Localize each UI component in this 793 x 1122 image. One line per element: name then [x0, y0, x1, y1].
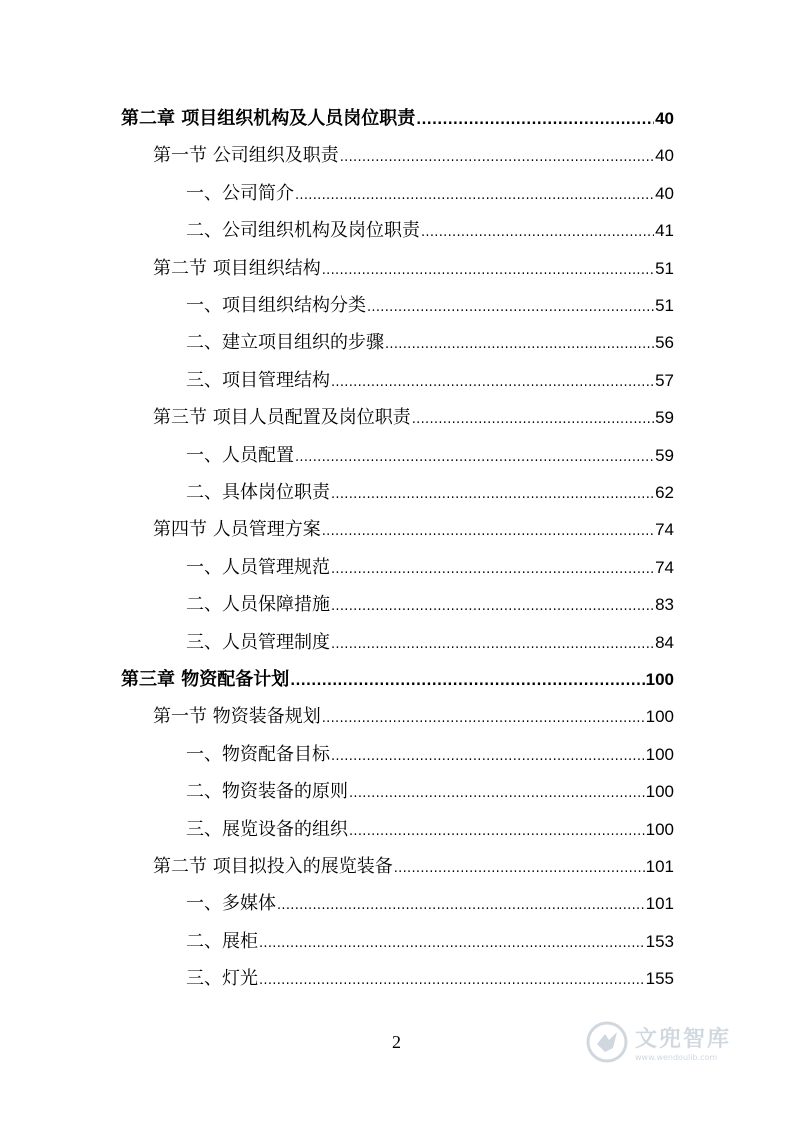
toc-entry-page: 56	[655, 333, 674, 353]
toc-entry[interactable]	[186, 923, 674, 953]
toc-entry[interactable]	[186, 885, 674, 915]
toc-entry[interactable]	[186, 474, 674, 504]
toc-entry-label: 一、项目组织结构分类	[186, 295, 366, 316]
toc-entry-label: 一、人员配置	[186, 444, 294, 466]
toc-entry-label: 第三节 项目人员配置及岗位职责	[153, 407, 411, 429]
toc-entry-page: 59	[655, 445, 674, 465]
watermark-title: 文兜智库	[635, 1027, 732, 1052]
toc-leader-dots	[349, 823, 645, 841]
toc-leader-dots	[295, 449, 654, 467]
toc-leader-dots	[259, 935, 645, 953]
toc-entry[interactable]	[153, 137, 674, 167]
toc-entry-label: 第一节 物资装备规划	[153, 706, 321, 728]
toc-entry[interactable]	[153, 848, 674, 878]
toc-entry-label: 二、具体岗位职责	[186, 482, 330, 503]
toc-entry-label: 三、展览设备的组织	[186, 818, 348, 840]
toc-entry[interactable]	[186, 324, 674, 354]
toc-entry[interactable]	[121, 100, 674, 130]
toc-leader-dots	[331, 374, 654, 392]
toc-entry-page: 100	[645, 670, 674, 689]
toc-entry-page: 100	[645, 744, 674, 764]
toc-entry-page: 83	[655, 595, 674, 615]
toc-entry-page: 84	[655, 632, 674, 652]
toc-entry[interactable]	[186, 624, 674, 654]
toc-entry-label: 第二节 项目组织结构	[153, 257, 321, 279]
toc-entry-label: 三、人员管理制度	[186, 631, 330, 653]
toc-entry[interactable]	[186, 362, 674, 392]
watermark	[585, 1014, 755, 1070]
toc-entry-page: 59	[655, 408, 674, 428]
toc-leader-dots	[331, 748, 645, 766]
toc-entry-page: 51	[655, 258, 674, 278]
toc-entry-page: 100	[645, 819, 674, 839]
toc-entry[interactable]	[153, 511, 674, 541]
toc-entry-page: 40	[655, 183, 674, 203]
toc-entry[interactable]	[186, 212, 674, 242]
toc-entry[interactable]	[186, 811, 674, 841]
toc-leader-dots	[331, 561, 654, 579]
toc-entry[interactable]	[186, 287, 674, 317]
toc-entry-label: 一、公司简介	[186, 182, 294, 204]
toc-entry-page: 74	[655, 520, 674, 540]
toc-entry-page: 57	[655, 370, 674, 390]
toc-entry[interactable]	[186, 549, 674, 579]
toc-entry-label: 第四节 人员管理方案	[153, 519, 321, 541]
toc-entry-label: 一、人员管理规范	[186, 556, 330, 578]
toc-leader-dots	[331, 636, 654, 654]
toc-leader-dots	[331, 486, 654, 504]
toc-entry[interactable]	[153, 250, 674, 280]
toc-leader-dots	[322, 710, 645, 728]
page-number: 2	[392, 1032, 401, 1052]
toc-leader-dots	[394, 860, 645, 878]
toc-entry-label: 三、灯光	[186, 968, 258, 990]
toc-entry[interactable]	[121, 661, 674, 691]
watermark-url: www.wendoulib.com	[635, 1053, 718, 1062]
toc-entry-label: 第一节 公司组织及职责	[153, 145, 339, 167]
toc-leader-dots	[322, 523, 654, 541]
toc-leader-dots	[412, 411, 654, 429]
toc-entry[interactable]	[186, 736, 674, 766]
toc-leader-dots	[322, 262, 654, 280]
toc-entry[interactable]	[186, 960, 674, 990]
toc-entry-page: 40	[655, 146, 674, 166]
toc-entry-label: 二、展柜	[186, 930, 258, 952]
toc-entry-label: 一、物资配备目标	[186, 743, 330, 765]
toc-entry-page: 51	[655, 296, 674, 315]
toc-entry[interactable]	[186, 437, 674, 467]
toc-entry[interactable]	[153, 698, 674, 728]
toc-entry-page: 101	[645, 894, 674, 914]
toc-entry-label: 第二节 项目拟投入的展览装备	[153, 856, 393, 877]
toc-entry[interactable]	[186, 586, 674, 616]
toc-entry-label: 二、物资装备的原则	[186, 781, 348, 803]
toc-entry-page: 74	[655, 557, 674, 577]
toc-entry-label: 一、多媒体	[186, 893, 276, 915]
toc-leader-dots	[416, 112, 654, 130]
toc-leader-dots	[340, 149, 654, 167]
toc-leader-dots	[349, 785, 645, 803]
toc-entry[interactable]	[153, 399, 674, 429]
toc-entry-page: 40	[655, 109, 674, 128]
toc-entry-page: 101	[645, 857, 674, 876]
toc-leader-dots	[421, 224, 654, 242]
toc-leader-dots	[290, 673, 644, 691]
toc-entry-label: 二、人员保障措施	[186, 594, 330, 616]
toc-entry-page: 155	[645, 969, 674, 989]
toc-entry-label: 三、项目管理结构	[186, 369, 330, 391]
toc-entry-page: 62	[655, 483, 674, 502]
toc-entry-page: 41	[655, 221, 674, 241]
toc-leader-dots	[385, 336, 654, 354]
toc-entry-label: 第二章 项目组织机构及人员岗位职责	[121, 108, 416, 129]
toc-entry-label: 二、建立项目组织的步骤	[186, 332, 384, 354]
toc-entry-label: 二、公司组织机构及岗位职责	[186, 220, 420, 242]
toc-entry[interactable]	[186, 773, 674, 803]
toc-entry[interactable]	[186, 175, 674, 205]
toc-leader-dots	[331, 598, 654, 616]
toc-entry-label: 第三章 物资配备计划	[121, 669, 290, 690]
toc-entry-page: 100	[645, 707, 674, 727]
wendou-logo-icon	[585, 1020, 629, 1064]
toc-leader-dots	[295, 187, 654, 205]
toc-entry-page: 100	[645, 782, 674, 802]
toc-leader-dots	[259, 972, 645, 990]
toc-leader-dots	[277, 897, 645, 915]
toc-entry-page: 153	[645, 931, 674, 951]
toc-leader-dots	[367, 299, 654, 317]
